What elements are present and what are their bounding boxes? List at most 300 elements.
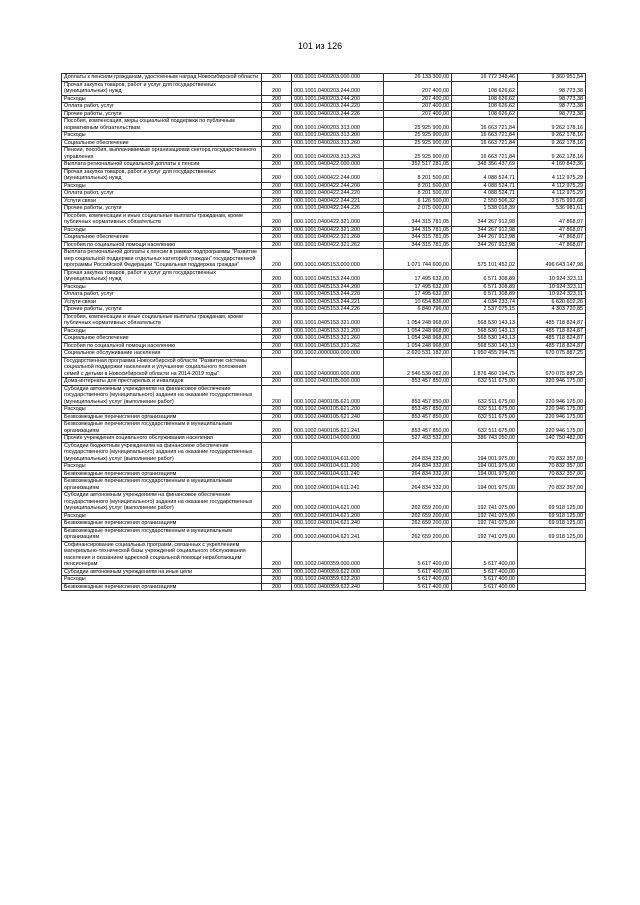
row-approved: 262 659 200,00 [384,492,452,513]
row-code: 000.1001.0400422.321.260 [292,234,384,242]
row-name: Доплаты к пенсиям гражданам, удостоенным наград Новосибирской области [62,74,262,82]
row-approved: 2 620 531 182,00 [384,350,452,358]
row-name: Расходы [62,327,262,335]
budget-table [61,73,586,591]
row-approved: 17 495 632,00 [384,283,452,291]
row-executed: 5 617 400,00 [452,541,518,568]
row-executed: 16 663 721,84 [452,139,518,147]
row-kvr: 200 [262,527,292,541]
table-row [62,168,586,182]
table-row [62,442,586,463]
row-kvr: 200 [262,512,292,520]
row-approved: 26 133 300,00 [384,74,452,82]
row-kvr: 200 [262,241,292,249]
row-code: 000.1001.0405153.000.000 [292,249,384,270]
row-remaining [518,583,586,591]
row-remaining: 485 718 824,87 [518,335,586,343]
row-executed: 108 626,62 [452,103,518,111]
table-row [62,132,586,140]
row-code: 000.1001.0400203.244.226 [292,110,384,118]
row-kvr: 200 [262,168,292,182]
table-row [62,413,586,421]
row-approved: 262 659 200,00 [384,512,452,520]
row-kvr: 200 [262,81,292,95]
row-name: Безвозмездные перечисления организациям [62,470,262,478]
row-approved: 1 071 744 600,00 [384,249,452,270]
row-kvr: 200 [262,492,292,513]
table-row [62,421,586,435]
row-kvr: 200 [262,118,292,132]
row-approved: 2 075 000,00 [384,205,452,213]
row-kvr: 200 [262,291,292,299]
row-executed: 575 101 452,02 [452,249,518,270]
table-row [62,205,586,213]
row-name: Расходы [62,406,262,414]
row-code: 000.1002.0400105.000.000 [292,378,384,386]
table-row [62,470,586,478]
row-kvr: 200 [262,520,292,528]
row-kvr: 200 [262,568,292,576]
row-remaining: 69 918 125,00 [518,512,586,520]
row-name: Пособия, компенсация, меры социальной поддержки по публичным нормативным обязательствам [62,118,262,132]
row-code: 000.1002.0400104.611.241 [292,478,384,492]
row-remaining: 6 620 602,26 [518,298,586,306]
row-code: 000.1001.0400422.000.000 [292,161,384,169]
row-code: 000.1001.0400203.313.000 [292,118,384,132]
row-name: Прочие работы, услуги [62,110,262,118]
table-row [62,576,586,584]
row-approved: 17 495 632,00 [384,269,452,283]
table-row [62,492,586,513]
row-approved: 5 617 400,00 [384,576,452,584]
table-row [62,81,586,95]
row-name: Пособия, компенсации и иные социальные выплаты гражданам, кроме публичных нормативных обязательств [62,313,262,327]
row-name: Безвозмездные перечисления организациям [62,583,262,591]
row-name: Софинансирование социальных программ, связанных с укреплением материально-технической базы учреждений социального обслуживания населения и оказанием адресной социальной помощи неработающим пенсионерам [62,541,262,568]
row-code: 000.1001.0405153.244.226 [292,306,384,314]
row-kvr: 200 [262,197,292,205]
row-name: Пенсии, пособия, выплачиваемые организациями сектора государственного управления [62,147,262,161]
row-executed: 108 626,62 [452,95,518,103]
row-executed: 16 772 348,46 [452,74,518,82]
row-remaining: 4 112 975,29 [518,182,586,190]
row-approved: 8 201 500,00 [384,168,452,182]
row-executed: 4 034 233,74 [452,298,518,306]
row-remaining: 485 718 824,87 [518,313,586,327]
row-approved: 264 834 332,00 [384,470,452,478]
table-row [62,103,586,111]
row-approved: 1 054 248 968,00 [384,327,452,335]
row-name: Безвозмездные перечисления государственным и муниципальным организациям [62,478,262,492]
row-name: Расходы [62,182,262,190]
row-kvr: 200 [262,74,292,82]
table-row [62,378,586,386]
table-row [62,283,586,291]
row-code: 000.1001.0400422.321.000 [292,212,384,226]
table-row [62,435,586,443]
row-code: 000.1002.0400104.621.200 [292,512,384,520]
row-name: Безвозмездные перечисления государственным и муниципальным организациям [62,527,262,541]
row-executed: 6 571 308,89 [452,283,518,291]
row-name: Пособия по социальной помощи населению [62,241,262,249]
row-executed: 5 617 400,00 [452,568,518,576]
row-remaining: 47 868,07 [518,226,586,234]
row-code: 000.1001.0400203.313.200 [292,132,384,140]
row-kvr: 200 [262,342,292,350]
row-name: Социальное обеспечение [62,335,262,343]
row-name: Безвозмездные перечисления государственным и муниципальным организациям [62,421,262,435]
row-executed: 632 511 675,00 [452,378,518,386]
row-approved: 10 654 836,00 [384,298,452,306]
row-remaining: 4 303 720,85 [518,306,586,314]
row-approved: 527 493 532,00 [384,435,452,443]
row-code: 000.1002.0400104.611.240 [292,470,384,478]
row-approved: 344 315 781,05 [384,241,452,249]
row-code: 000.1001.0400203.244.000 [292,81,384,95]
row-approved: 352 517 281,05 [384,161,452,169]
row-approved: 6 840 796,00 [384,306,452,314]
table-row [62,291,586,299]
row-kvr: 200 [262,378,292,386]
table-row [62,139,586,147]
row-executed: 1 950 455 294,75 [452,350,518,358]
row-executed: 194 001 975,00 [452,470,518,478]
row-code: 000.1002.0400104.000.000 [292,435,384,443]
row-approved: 344 315 781,05 [384,212,452,226]
row-name: Пособия по социальной помощи населению [62,342,262,350]
row-name: Социальное обеспечение [62,234,262,242]
row-kvr: 200 [262,350,292,358]
row-approved: 25 925 900,00 [384,132,452,140]
row-executed: 192 741 075,00 [452,492,518,513]
row-approved: 264 834 332,00 [384,463,452,471]
row-approved: 207 400,00 [384,103,452,111]
row-executed: 2 550 506,32 [452,197,518,205]
row-kvr: 200 [262,576,292,584]
row-name: Субсидии автономным учреждениям на иные цели [62,568,262,576]
row-executed: 6 571 308,89 [452,269,518,283]
row-remaining [518,576,586,584]
row-code: 000.1002.0400104.621.000 [292,492,384,513]
row-name: Выплата региональной социальной доплаты к пенсии [62,161,262,169]
row-kvr: 200 [262,139,292,147]
row-kvr: 200 [262,298,292,306]
row-executed: 2 537 075,15 [452,306,518,314]
row-approved: 25 925 900,00 [384,118,452,132]
row-kvr: 200 [262,283,292,291]
row-kvr: 200 [262,161,292,169]
row-remaining: 98 773,38 [518,95,586,103]
table-row [62,269,586,283]
table-row [62,357,586,378]
row-kvr: 200 [262,406,292,414]
row-code: 000.1001.0400422.244.221 [292,197,384,205]
row-kvr: 200 [262,132,292,140]
row-code: 000.1001.0405153.244.000 [292,269,384,283]
row-remaining: 496 643 147,98 [518,249,586,270]
row-code: 000.1001.0400203.244.200 [292,95,384,103]
table-row [62,226,586,234]
row-kvr: 200 [262,226,292,234]
row-executed: 192 741 075,00 [452,520,518,528]
row-remaining: 98 773,38 [518,103,586,111]
row-code: 000.1002.0400104.621.241 [292,527,384,541]
row-approved: 262 659 200,00 [384,527,452,541]
page-number: 101 из 126 [297,41,343,51]
table-row [62,241,586,249]
row-approved: 853 457 850,00 [384,385,452,406]
row-name: Прочая закупка товаров, работ и услуг для государственных (муниципальных) нужд [62,81,262,95]
row-remaining: 220 946 175,00 [518,385,586,406]
table-row [62,512,586,520]
row-remaining: 10 924 323,11 [518,283,586,291]
row-remaining: 220 946 175,00 [518,378,586,386]
row-kvr: 200 [262,327,292,335]
table-row [62,527,586,541]
row-kvr: 200 [262,110,292,118]
row-executed: 568 530 143,13 [452,327,518,335]
row-code: 000.1002.0400000.000.000 [292,357,384,378]
row-kvr: 200 [262,182,292,190]
row-code: 000.1002.0400105.621.000 [292,385,384,406]
row-kvr: 200 [262,306,292,314]
table-row [62,350,586,358]
row-approved: 344 315 781,05 [384,234,452,242]
row-executed: 568 530 143,13 [452,342,518,350]
row-name: Субсидии автономным учреждениям на финансовое обеспечение государственного (муниципального) задания на оказание государственных (муниципальных) услуг (выполнение работ) [62,385,262,406]
row-remaining: 9 262 178,16 [518,139,586,147]
row-name: Расходы [62,463,262,471]
row-executed: 568 530 143,13 [452,335,518,343]
row-name: Оплата работ, услуг [62,190,262,198]
row-executed: 194 001 975,00 [452,478,518,492]
row-kvr: 200 [262,478,292,492]
row-remaining: 9 360 951,54 [518,74,586,82]
table-row [62,182,586,190]
row-name: Безвозмездные перечисления организациям [62,413,262,421]
table-row [62,298,586,306]
table-row [62,406,586,414]
row-remaining: 10 924 323,11 [518,269,586,283]
row-remaining: 220 946 175,00 [518,421,586,435]
row-name: Субсидии бюджетным учреждениям на финансовое обеспечение государственного (муниципального) задания на оказание государственных (муниципальных) услуг (выполнение работ) [62,442,262,463]
row-remaining: 69 918 125,00 [518,520,586,528]
row-name: Социальное обеспечение [62,139,262,147]
row-kvr: 200 [262,463,292,471]
table-row [62,335,586,343]
row-executed: 344 267 912,98 [452,234,518,242]
row-approved: 264 834 332,00 [384,478,452,492]
row-approved: 1 054 248 968,00 [384,342,452,350]
row-executed: 632 511 675,00 [452,385,518,406]
row-approved: 262 659 200,00 [384,520,452,528]
row-remaining: 220 946 175,00 [518,413,586,421]
row-code: 000.1002.0400359.622.000 [292,568,384,576]
table-row [62,327,586,335]
row-executed: 16 663 721,84 [452,132,518,140]
row-kvr: 200 [262,583,292,591]
row-name: Прочие работы, услуги [62,306,262,314]
row-kvr: 200 [262,249,292,270]
row-code: 000.1001.0405153.321.260 [292,335,384,343]
row-approved: 17 495 632,00 [384,291,452,299]
row-remaining: 485 718 824,87 [518,327,586,335]
row-name: Дома-интернаты для престарелых и инвалидов [62,378,262,386]
row-kvr: 200 [262,357,292,378]
row-kvr: 200 [262,190,292,198]
row-executed: 568 530 143,13 [452,313,518,327]
row-name: Прочие учреждения социального обслуживания населения [62,435,262,443]
row-remaining: 3 575 993,68 [518,197,586,205]
row-code: 000.1001.0400422.244.200 [292,182,384,190]
row-kvr: 200 [262,335,292,343]
row-remaining: 4 112 975,29 [518,168,586,182]
row-kvr: 200 [262,205,292,213]
row-remaining: 47 868,07 [518,212,586,226]
row-approved: 1 054 248 968,00 [384,335,452,343]
row-code: 000.1001.0400203.313.260 [292,139,384,147]
row-code: 000.1001.0400422.244.226 [292,205,384,213]
table-row [62,197,586,205]
table-row [62,306,586,314]
table-row [62,95,586,103]
row-executed: 16 663 721,84 [452,147,518,161]
row-name: Государственная программа Новосибирской области "Развитие системы социальной поддержки населения и улучшение социального положения семей с детьми в Новосибирской области на 2014-2019 годы" [62,357,262,378]
row-executed: 192 741 075,00 [452,527,518,541]
table-row [62,190,586,198]
row-approved: 25 925 900,00 [384,139,452,147]
row-code: 000.1001.0400203.313.263 [292,147,384,161]
row-remaining: 69 918 125,00 [518,527,586,541]
row-code: 000.1001.0400422.321.262 [292,241,384,249]
row-code: 000.1001.0400203.000.000 [292,74,384,82]
row-remaining: 220 946 175,00 [518,406,586,414]
row-name: Расходы [62,226,262,234]
row-code: 000.1002.0400105.621.241 [292,421,384,435]
row-kvr: 200 [262,442,292,463]
row-executed: 4 088 524,71 [452,182,518,190]
row-approved: 8 201 500,00 [384,182,452,190]
row-kvr: 200 [262,541,292,568]
row-code: 000.1002.0400105.621.240 [292,413,384,421]
row-executed: 194 001 975,00 [452,442,518,463]
row-name: Оплата работ, услуг [62,103,262,111]
table-row [62,212,586,226]
row-executed: 1 876 460 194,75 [452,357,518,378]
row-remaining: 98 773,38 [518,110,586,118]
row-approved: 264 834 332,00 [384,442,452,463]
row-name: Расходы [62,132,262,140]
row-executed: 5 617 400,00 [452,583,518,591]
row-executed: 344 267 912,98 [452,212,518,226]
row-approved: 853 457 850,00 [384,378,452,386]
row-name: Прочая закупка товаров, работ и услуг для государственных (муниципальных) нужд [62,168,262,182]
row-executed: 344 267 912,98 [452,226,518,234]
table-row [62,385,586,406]
row-name: Субсидии автономным учреждениям на финансовое обеспечение государственного (муниципального) задания на оказание государственных (муниципальных) услуг (выполнение работ) [62,492,262,513]
row-approved: 5 617 400,00 [384,541,452,568]
table-row [62,161,586,169]
row-code: 000.1001.0405153.321.262 [292,342,384,350]
table-row [62,147,586,161]
row-remaining: 70 832 357,00 [518,470,586,478]
row-executed: 5 617 400,00 [452,576,518,584]
row-remaining: 47 868,07 [518,241,586,249]
table-row [62,110,586,118]
row-approved: 8 201 500,00 [384,190,452,198]
table-row [62,118,586,132]
table-row [62,568,586,576]
row-code: 000.1002.0400104.621.240 [292,520,384,528]
row-executed: 632 511 675,00 [452,421,518,435]
row-kvr: 200 [262,313,292,327]
row-kvr: 200 [262,212,292,226]
row-name: Расходы [62,512,262,520]
row-executed: 348 356 437,69 [452,161,518,169]
row-approved: 6 126 500,00 [384,197,452,205]
row-executed: 632 511 675,00 [452,413,518,421]
row-code: 000.1001.0400422.244.220 [292,190,384,198]
table-row [62,74,586,82]
row-kvr: 200 [262,269,292,283]
row-approved: 344 315 781,05 [384,226,452,234]
row-remaining [518,541,586,568]
row-executed: 4 088 524,71 [452,168,518,182]
row-approved: 25 925 900,00 [384,147,452,161]
row-remaining: 536 981,61 [518,205,586,213]
row-code: 000.1001.0405153.321.200 [292,327,384,335]
row-remaining: 70 832 357,00 [518,463,586,471]
row-kvr: 200 [262,103,292,111]
row-code: 000.1001.0405153.244.200 [292,283,384,291]
table-row [62,541,586,568]
row-executed: 108 626,62 [452,81,518,95]
row-code: 000.1001.0405153.244.220 [292,291,384,299]
row-code: 000.1001.0405153.321.000 [292,313,384,327]
row-approved: 853 457 850,00 [384,413,452,421]
table-row [62,249,586,270]
row-approved: 2 546 536 082,00 [384,357,452,378]
row-name: Расходы [62,283,262,291]
row-remaining: 4 160 843,36 [518,161,586,169]
row-name: Безвозмездные перечисления организациям [62,520,262,528]
row-approved: 5 617 400,00 [384,583,452,591]
row-remaining: 140 750 482,00 [518,435,586,443]
row-executed: 108 626,62 [452,110,518,118]
row-approved: 207 400,00 [384,110,452,118]
row-kvr: 200 [262,385,292,406]
row-executed: 386 743 050,00 [452,435,518,443]
row-approved: 5 617 400,00 [384,568,452,576]
row-remaining: 9 262 178,16 [518,118,586,132]
row-name: Расходы [62,95,262,103]
row-remaining: 69 918 125,00 [518,492,586,513]
row-remaining: 70 832 357,00 [518,478,586,492]
row-name: Услуги связи [62,298,262,306]
row-code: 000.1001.0400422.244.000 [292,168,384,182]
row-approved: 207 400,00 [384,81,452,95]
row-remaining: 47 868,07 [518,234,586,242]
row-remaining: 98 773,38 [518,81,586,95]
table-row [62,313,586,327]
row-code: 000.1001.0405153.244.221 [292,298,384,306]
row-code: 000.1002.0400359.622.240 [292,583,384,591]
row-remaining: 9 262 178,16 [518,132,586,140]
row-code: 000.1002.0400105.621.200 [292,406,384,414]
table-row [62,234,586,242]
table-row [62,342,586,350]
row-approved: 853 457 850,00 [384,421,452,435]
